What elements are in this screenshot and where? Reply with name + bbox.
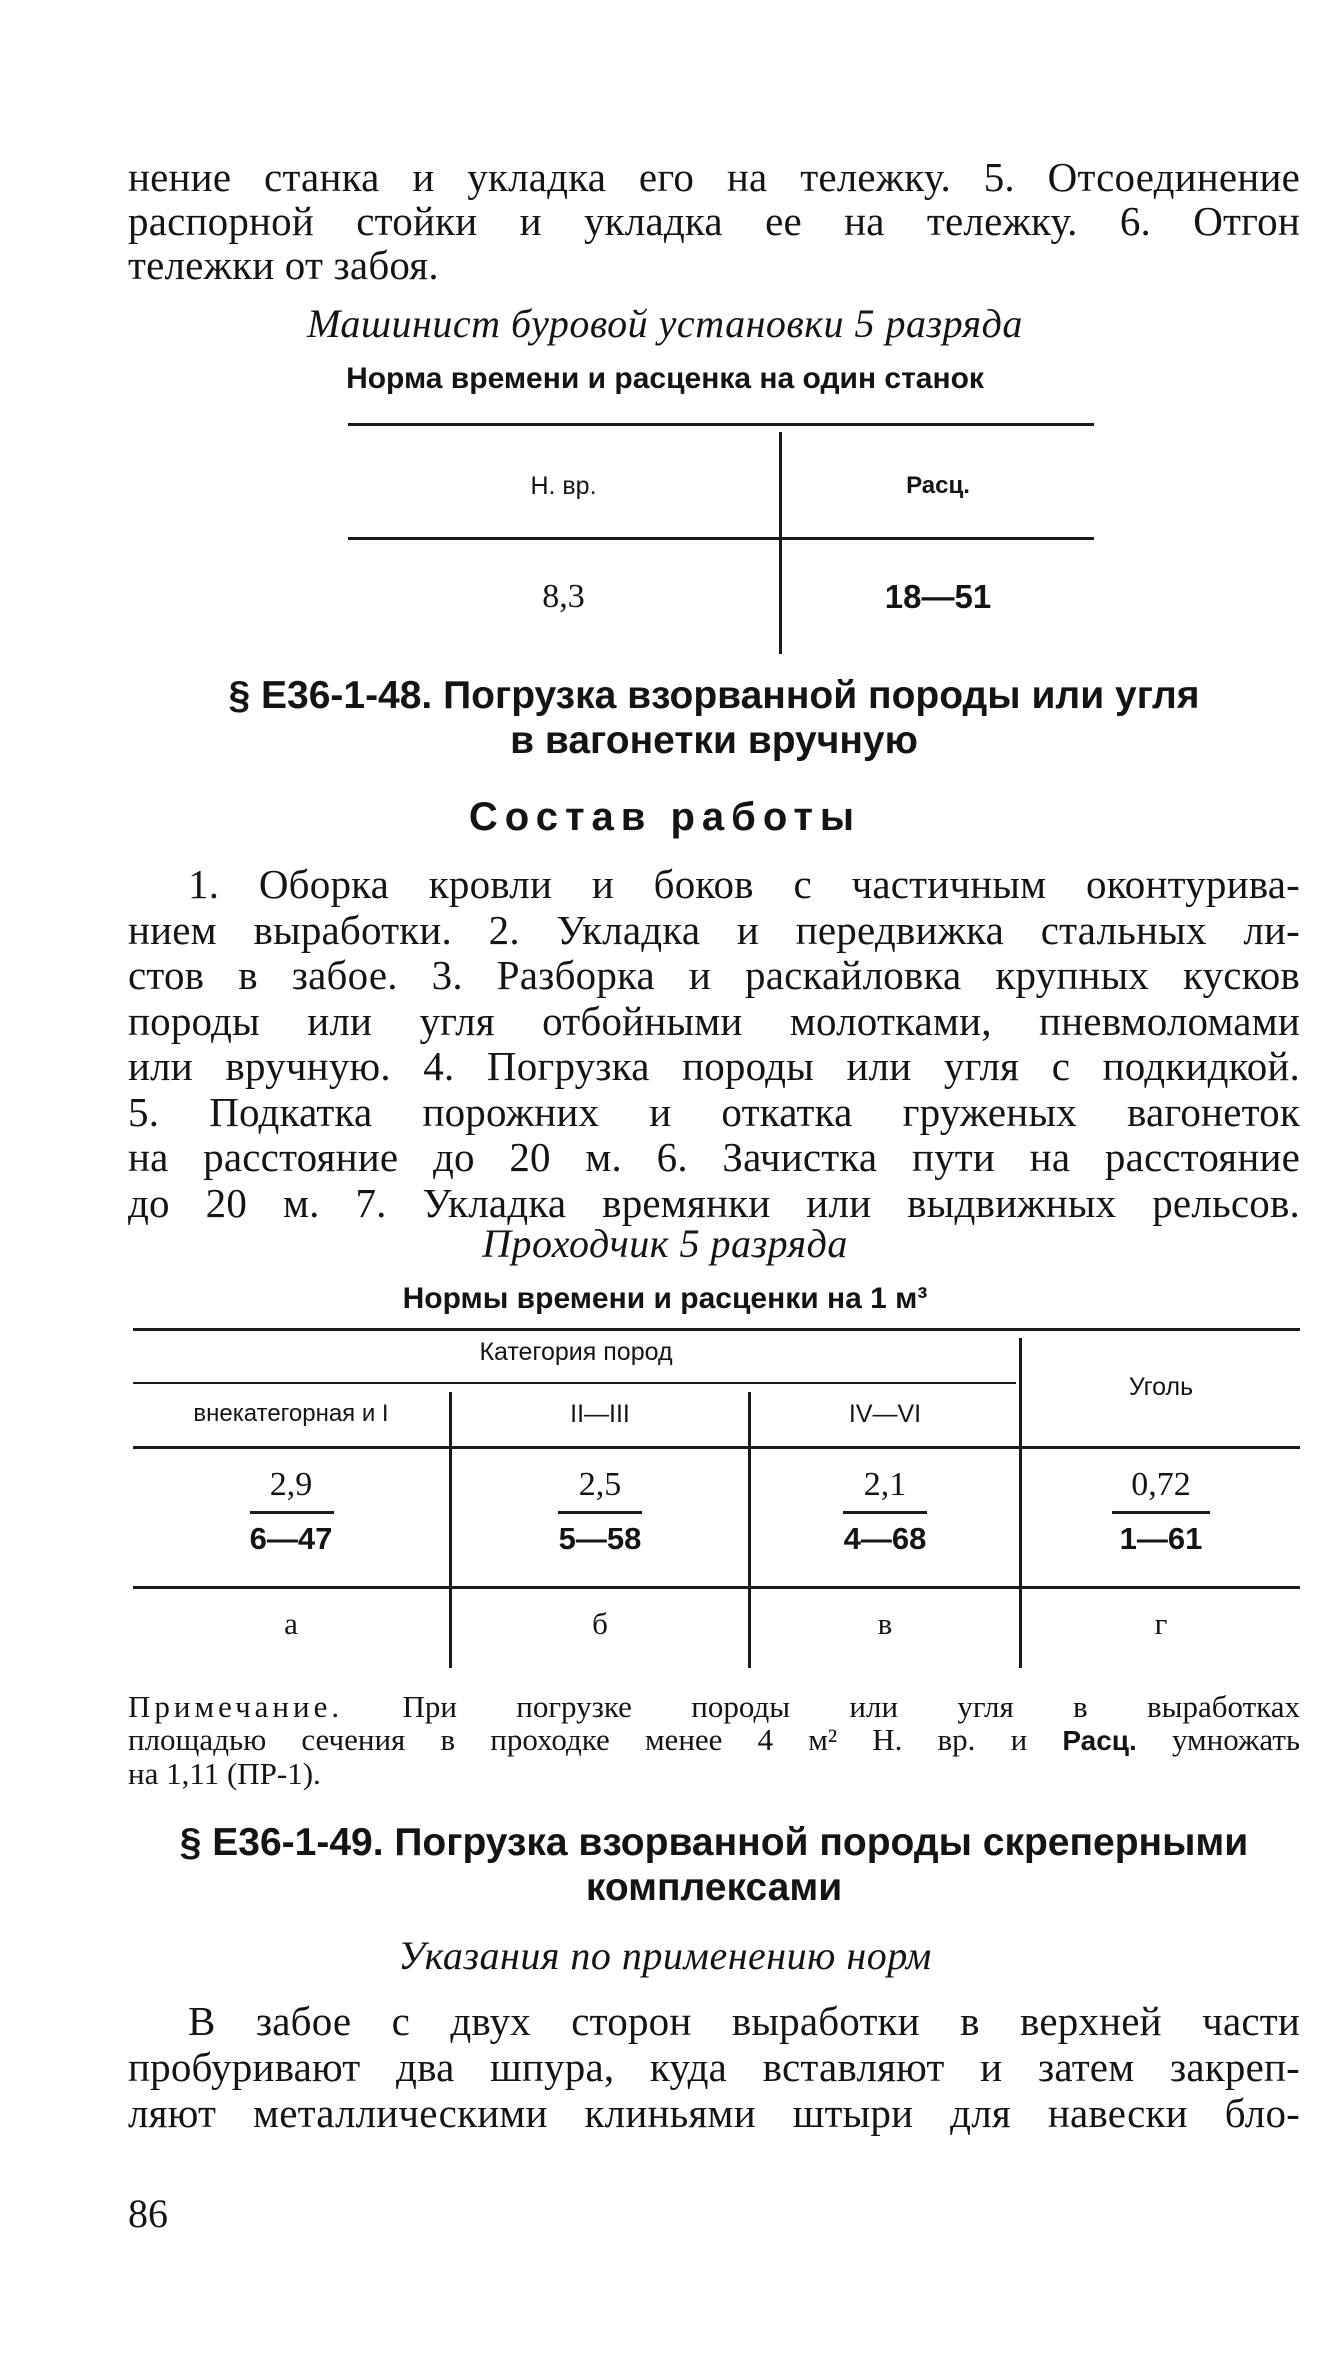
table2-letter-rule bbox=[133, 1586, 1300, 1589]
table2-norm: 2,1 bbox=[863, 1466, 907, 1503]
note-lead: Примечание. bbox=[128, 1689, 344, 1724]
section48-line: до 20 м. 7. Укладка времянки или выдвижных рельсов. bbox=[128, 1179, 1300, 1226]
section49-title-line: комплексами bbox=[585, 1866, 843, 1909]
section49-title-line: § Е36-1-49. Погрузка взорванной породы скреперными bbox=[179, 1821, 1249, 1864]
page-number: 86 bbox=[128, 2191, 168, 2236]
table2-rate: 4—68 bbox=[843, 1521, 927, 1556]
note-text: умножать bbox=[1171, 1722, 1301, 1757]
table2-norm: 2,5 bbox=[578, 1466, 622, 1503]
section48-paragraph bbox=[128, 862, 1300, 1226]
section48-line: нием выработки. 2. Укладка и передвижка стальных ли- bbox=[128, 906, 1300, 953]
section49-title bbox=[128, 1820, 1300, 1910]
fraction-bar bbox=[1112, 1511, 1210, 1514]
section49-line: ляют металлическими клиньями штыри для навески бло- bbox=[128, 2090, 1300, 2136]
section48-subtitle: Состав работы bbox=[468, 795, 862, 839]
worker-heading-2: Проходчик 5 разряда bbox=[482, 1221, 848, 1266]
table1-header-norm: Н. вр. bbox=[530, 472, 597, 500]
section48-line: породы или угля отбойными молотками, пневмоломами bbox=[128, 997, 1300, 1044]
table2-norm: 2,9 bbox=[269, 1466, 313, 1503]
table2-norm: 0,72 bbox=[1131, 1466, 1191, 1503]
table2-rate: 1—61 bbox=[1119, 1521, 1203, 1556]
table1-top-rule bbox=[348, 423, 1094, 426]
table1-caption: Норма времени и расценка на один станок bbox=[346, 362, 984, 395]
section48-title-line: § Е36-1-48. Погрузка взорванной породы или угля bbox=[228, 674, 1200, 717]
table2-subheader-1: внекатегорная и I bbox=[193, 1400, 389, 1427]
note-text: При погрузке породы или угля в выработках bbox=[402, 1689, 1301, 1724]
table2-group-rule bbox=[133, 1382, 1016, 1384]
section49-line: В забое с двух сторон выработки в верхней части bbox=[188, 1998, 1300, 2044]
note-line: на 1,11 (ПР-1). bbox=[128, 1756, 321, 1791]
section48-line: на расстояние до 20 м. 6. Зачистка пути на расстояние bbox=[128, 1134, 1300, 1180]
table1-value-norm: 8,3 bbox=[542, 578, 585, 615]
table2-group-header: Категория пород bbox=[479, 1338, 673, 1366]
intro-paragraph bbox=[128, 155, 1300, 287]
section48-line: стов в забое. 3. Разборка и раскайловка крупных кусков bbox=[128, 952, 1300, 998]
section49-line: пробуривают два шпура, куда вставляют и затем закреп- bbox=[128, 2044, 1300, 2090]
table2-caption: Нормы времени и расценки на 1 м³ bbox=[402, 1282, 928, 1315]
fraction-bar bbox=[250, 1511, 334, 1514]
table1-mid-rule bbox=[348, 537, 1094, 540]
worker-heading-1: Машинист буровой установки 5 разряда bbox=[307, 301, 1023, 346]
section48-title bbox=[128, 673, 1300, 763]
note-line bbox=[128, 1723, 1300, 1757]
section48-title-line: в вагонетки вручную bbox=[510, 719, 918, 762]
intro-line: распорной стойки и укладка ее на тележку. 6. Отгон bbox=[128, 198, 1300, 244]
table2-header-rule bbox=[133, 1446, 1300, 1449]
table1-header-rate: Расц. bbox=[906, 472, 970, 499]
intro-line: нение станка и укладка его на тележку. 5. Отсоединение bbox=[128, 154, 1300, 200]
table2-subheader-2: II—III bbox=[570, 1400, 630, 1428]
table2-top-rule bbox=[133, 1328, 1300, 1331]
section48-line: или вручную. 4. Погрузка породы или угля с подкидкой. bbox=[128, 1043, 1300, 1089]
section48-line: 1. Оборка кровли и боков с частичным оконтурива- bbox=[188, 861, 1300, 907]
note-bold-term: Расц. bbox=[1062, 1725, 1137, 1756]
note-line bbox=[128, 1690, 1300, 1723]
table1-divider bbox=[779, 432, 782, 654]
table1-value-rate: 18—51 bbox=[884, 578, 992, 615]
table2-letter: б bbox=[592, 1606, 608, 1641]
section49-subtitle: Указания по применению норм bbox=[398, 1933, 932, 1978]
table2-rate: 6—47 bbox=[249, 1521, 333, 1556]
fraction-bar bbox=[843, 1511, 927, 1514]
table2-coal-header: Уголь bbox=[1128, 1373, 1194, 1401]
intro-line: тележки от забоя. bbox=[128, 242, 439, 288]
section49-paragraph bbox=[128, 1998, 1300, 2136]
table2-letter: в bbox=[877, 1606, 893, 1641]
section48-line: 5. Подкатка порожних и откатка груженых вагонеток bbox=[128, 1088, 1300, 1135]
table2-subheader-3: IV—VI bbox=[848, 1400, 922, 1428]
table2-rate: 5—58 bbox=[558, 1521, 642, 1556]
note-text: площадью сечения в проходке менее 4 м² Н. вр. и bbox=[128, 1722, 1028, 1757]
table2-letter: г bbox=[1154, 1606, 1168, 1641]
table2-letter: а bbox=[284, 1606, 298, 1641]
table2-note bbox=[128, 1690, 1300, 1790]
fraction-bar bbox=[558, 1511, 642, 1514]
